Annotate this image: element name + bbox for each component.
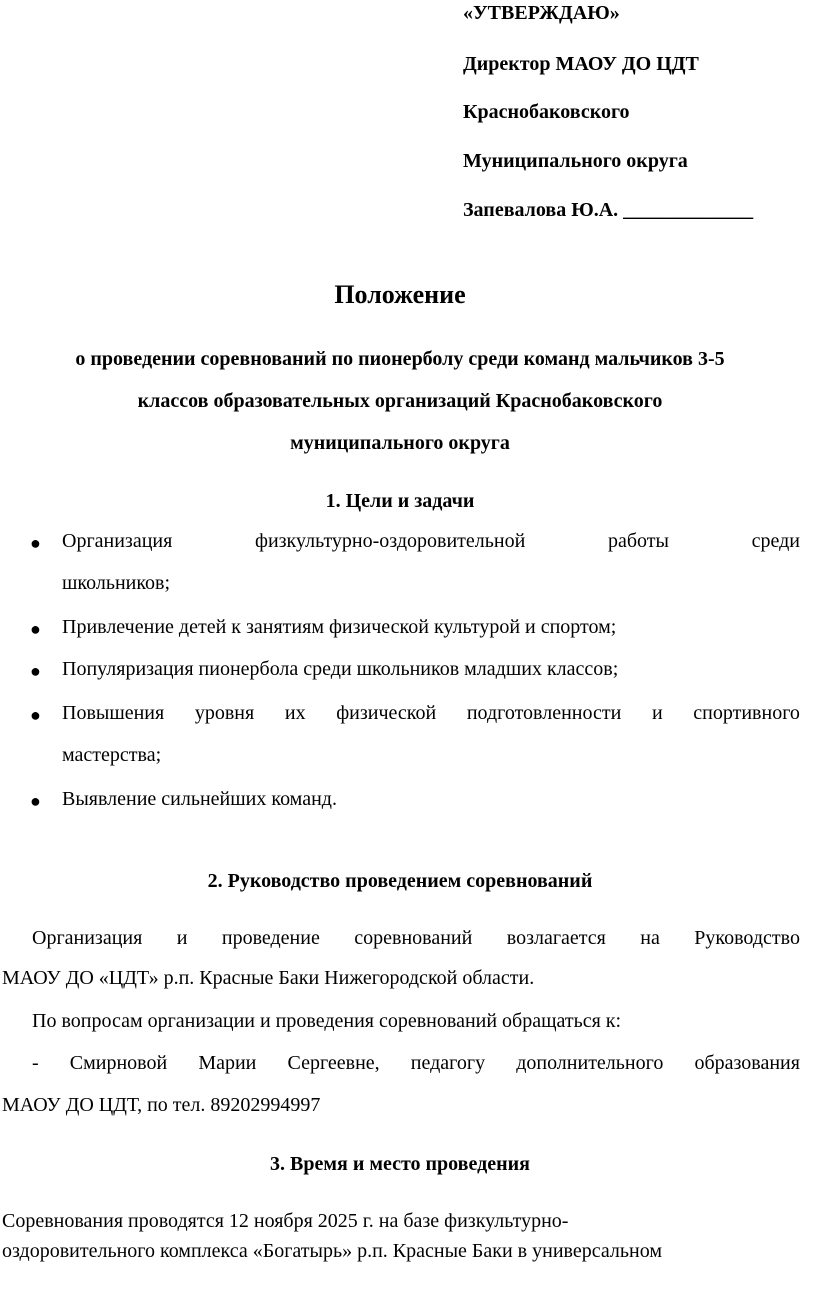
bullet-4-line-1 xyxy=(62,702,800,725)
bullet-3: Популяризация пионербола среди школьников младших классов; xyxy=(62,658,619,680)
approval-position: Директор МАОУ ДО ЦДТ xyxy=(463,53,699,75)
section-2-p1-line-2: МАОУ ДО «ЦДТ» р.п. Красные Баки Нижегородской области. xyxy=(2,967,535,989)
word: педагогу xyxy=(410,1052,486,1074)
document-title: Положение xyxy=(334,280,466,309)
bullet-icon: ● xyxy=(30,705,41,725)
word: Повышения xyxy=(62,702,165,724)
section-2-p3-line-2: МАОУ ДО ЦДТ, по тел. 89202994997 xyxy=(2,1094,321,1116)
word: физкультурно-оздоровительной xyxy=(254,530,526,552)
word: возлагается xyxy=(506,927,606,949)
word: Руководство xyxy=(694,927,800,949)
section-1-heading: 1. Цели и задачи xyxy=(325,490,475,512)
word: уровня xyxy=(194,702,255,724)
section-2-p1-line-1 xyxy=(32,927,800,950)
word: Марии xyxy=(198,1052,257,1074)
approval-signer: Запевалова Ю.А. xyxy=(463,199,619,221)
bullet-1-line-2: школьников; xyxy=(62,572,171,594)
bullet-5: Выявление сильнейших команд. xyxy=(62,788,337,810)
word: Сергеевне, xyxy=(287,1052,380,1074)
bullet-icon: ● xyxy=(30,619,41,639)
approval-district: Муниципального округа xyxy=(463,150,688,172)
section-2-heading: 2. Руководство проведением соревнований xyxy=(207,870,593,892)
word: физической xyxy=(336,702,437,724)
word: спортивного xyxy=(693,702,800,724)
word: Организация xyxy=(62,530,173,552)
subtitle-line-3: муниципального округа xyxy=(290,432,510,454)
approval-stamp: «УТВЕРЖДАЮ» xyxy=(463,2,620,24)
word: на xyxy=(640,927,660,949)
subtitle-line-2: классов образовательных организаций Краснобаковского xyxy=(137,390,663,412)
approval-signer-line xyxy=(463,199,753,222)
section-3-line-1: Соревнования проводятся 12 ноября 2025 г. на базе физкультурно- xyxy=(2,1210,569,1232)
word: - xyxy=(32,1052,39,1074)
word: и xyxy=(651,702,663,724)
word: и xyxy=(176,927,188,949)
word: образования xyxy=(694,1052,800,1074)
word: среди xyxy=(751,530,800,552)
bullet-icon: ● xyxy=(30,533,41,553)
bullet-2: Привлечение детей к занятиям физической культурой и спортом; xyxy=(62,616,617,638)
signature-line: _____________ xyxy=(623,199,754,221)
word: их xyxy=(284,702,306,724)
section-2-p3-line-1 xyxy=(32,1052,800,1075)
approval-org: Краснобаковского xyxy=(463,101,630,123)
section-2-p2: По вопросам организации и проведения соревнований обращаться к: xyxy=(32,1010,622,1032)
word: подготовленности xyxy=(466,702,622,724)
word: работы xyxy=(607,530,669,552)
bullet-icon: ● xyxy=(30,791,41,811)
word: Смирновой xyxy=(69,1052,168,1074)
word: дополнительного xyxy=(516,1052,664,1074)
section-3-heading: 3. Время и место проведения xyxy=(270,1153,530,1175)
word: соревнований xyxy=(354,927,473,949)
bullet-1-line-1 xyxy=(62,530,800,553)
word: проведение xyxy=(221,927,320,949)
section-3-line-2: оздоровительного комплекса «Богатырь» р.п. Красные Баки в универсальном xyxy=(2,1240,662,1262)
bullet-icon: ● xyxy=(30,661,41,681)
bullet-4-line-2: мастерства; xyxy=(62,744,162,766)
subtitle-line-1: о проведении соревнований по пионерболу среди команд мальчиков 3-5 xyxy=(75,348,725,370)
word: Организация xyxy=(32,927,143,949)
